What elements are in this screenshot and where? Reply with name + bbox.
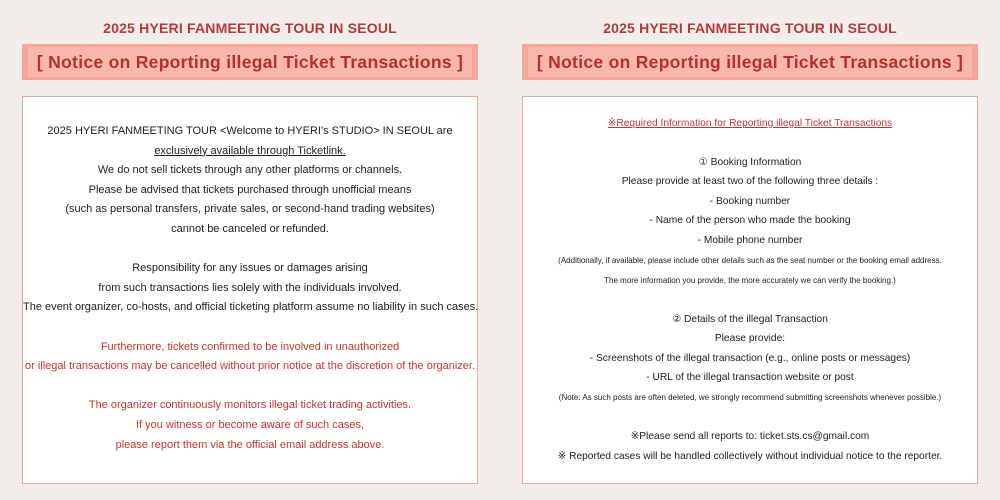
booking-info-note: The more information you provide, the more accurately we can verify the booking.) <box>604 275 896 285</box>
warning-line: The organizer continuously monitors illegal ticket trading activities. <box>88 399 412 412</box>
booking-info-note: (Additionally, if available, please include other details such as the seat number or the booking email address. <box>558 255 942 265</box>
notice-card <box>522 96 978 484</box>
transaction-details-intro: Please provide: <box>714 333 786 345</box>
notice-line: We do not sell tickets through any other platforms or channels. <box>97 164 403 177</box>
notice-line: The event organizer, co-hosts, and official ticketing platform assume no liability in such cases. <box>23 301 479 314</box>
notice-body <box>523 114 977 466</box>
notice-line-underlined: exclusively available through Ticketlink. <box>154 144 346 157</box>
booking-info-intro: Please provide at least two of the following three details : <box>621 176 879 188</box>
transaction-details-heading: ② Details of the illegal Transaction <box>672 313 828 325</box>
event-title: 2025 HYERI FANMEETING TOUR IN SEOUL <box>603 20 897 36</box>
transaction-details-item: - URL of the illegal transaction website or post <box>646 372 854 384</box>
transaction-details-item: - Screenshots of the illegal transaction (e.g., online posts or messages) <box>589 352 911 364</box>
event-title: 2025 HYERI FANMEETING TOUR IN SEOUL <box>103 20 397 36</box>
notice-banner <box>22 44 478 80</box>
notice-line: (such as personal transfers, private sales, or second-hand trading websites) <box>65 203 435 216</box>
notice-line: from such transactions lies solely with the individuals involved. <box>98 281 402 294</box>
notice-body <box>23 122 477 455</box>
required-info-heading: ※Required Information for Reporting illegal Ticket Transactions <box>607 118 893 129</box>
warning-line: please report them via the official email address above. <box>115 438 385 451</box>
booking-info-heading: ① Booking Information <box>698 156 802 168</box>
transaction-details-note: (Note: As such posts are often deleted, we strongly recommend submitting screenshots whenever possible.) <box>558 392 942 402</box>
warning-line: If you witness or become aware of such cases, <box>135 418 365 431</box>
report-handling-note: ※ Reported cases will be handled collectively without individual notice to the reporter. <box>557 450 943 462</box>
booking-info-item: - Booking number <box>709 195 791 207</box>
booking-info-item: - Mobile phone number <box>697 234 803 246</box>
notice-line: 2025 HYERI FANMEETING TOUR <Welcome to HYERI's STUDIO> IN SEOUL are <box>47 125 453 137</box>
banner-title: [ Notice on Reporting illegal Ticket Transactions ] <box>36 52 464 72</box>
notice-line: Responsibility for any issues or damages arising <box>132 262 368 275</box>
warning-line: or illegal transactions may be cancelled without prior notice at the discretion of the organizer. <box>24 360 476 373</box>
notice-banner <box>522 44 978 80</box>
notice-line: Please be advised that tickets purchased through unofficial means <box>88 183 412 196</box>
banner-title: [ Notice on Reporting illegal Ticket Transactions ] <box>536 52 964 72</box>
warning-line: Furthermore, tickets confirmed to be involved in unauthorized <box>100 340 400 353</box>
booking-info-item: - Name of the person who made the booking <box>649 215 851 227</box>
report-email-line: ※Please send all reports to: ticket.sts.cs@gmail.com <box>630 430 870 442</box>
right-notice-panel <box>522 0 978 500</box>
notice-card <box>22 96 478 484</box>
notice-line: cannot be canceled or refunded. <box>171 222 329 235</box>
left-notice-panel <box>22 0 478 500</box>
